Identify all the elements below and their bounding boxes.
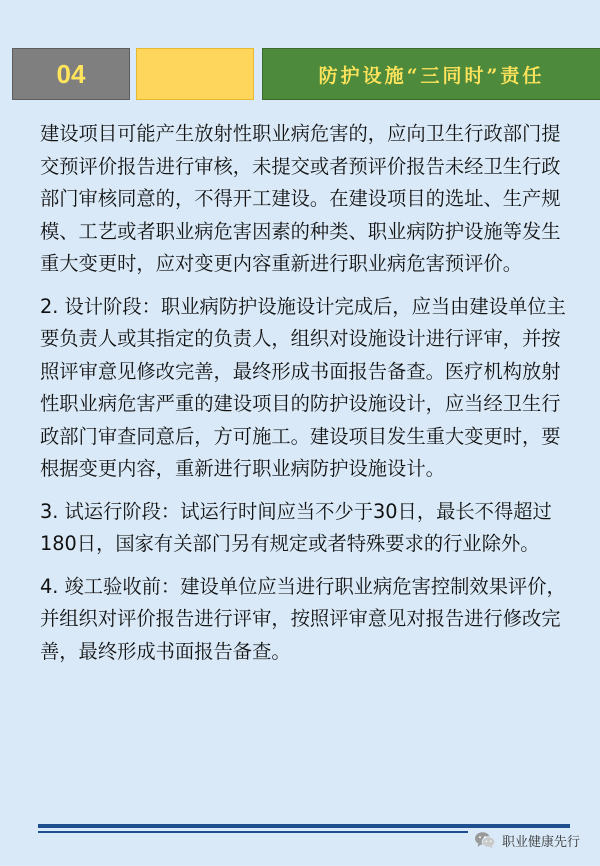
paragraph-trial-stage: 3. 试运行阶段：试运行时间应当不少于30日，最长不得超过180日，国家有关部门另有规定或者特殊要求的行业除外。 [40, 499, 552, 555]
paragraph-design-stage: 2. 设计阶段：职业病防护设施设计完成后，应当由建设单位主要负责人或其指定的负责人，组织对设施设计进行评审，并按照评审意见修改完善，最终形成书面报告备查。医疗机构放射性职业病危害严重的建设项目的防护设施设计，应当经卫生行政部门审查同意后，方可施工。建设项目发生重大变更时，要根据变更内容，重新进行职业病防护设施设计。 [40, 294, 566, 480]
wechat-icon [474, 831, 496, 849]
paragraph-preassessment: 建设项目可能产生放射性职业病危害的，应向卫生行政部门提交预评价报告进行审核，未提交或者预评价报告未经卫生行政部门审核同意的，不得开工建设。在建设项目的选址、生产规模、工艺或者职业病危害因素的种类、职业病防护设施等发生重大变更时，应对变更内容重新进行职业病危害预评价。 [40, 122, 561, 275]
paragraph-acceptance-stage: 4. 竣工验收前：建设单位应当进行职业病危害控制效果评价，并组织对评价报告进行评审，按照评审意见对报告进行修改完善，最终形成书面报告备查。 [40, 574, 566, 663]
brand-name: 职业健康先行 [501, 834, 580, 850]
brand-watermark [468, 828, 580, 852]
section-title-box [262, 48, 600, 100]
section-number-box [12, 48, 130, 100]
section-title: 防护设施“三同时”责任 [318, 64, 545, 87]
section-header [0, 48, 600, 100]
section-number: 04 [56, 58, 86, 89]
decorative-yellow-box [136, 48, 254, 100]
article-body [40, 118, 568, 678]
